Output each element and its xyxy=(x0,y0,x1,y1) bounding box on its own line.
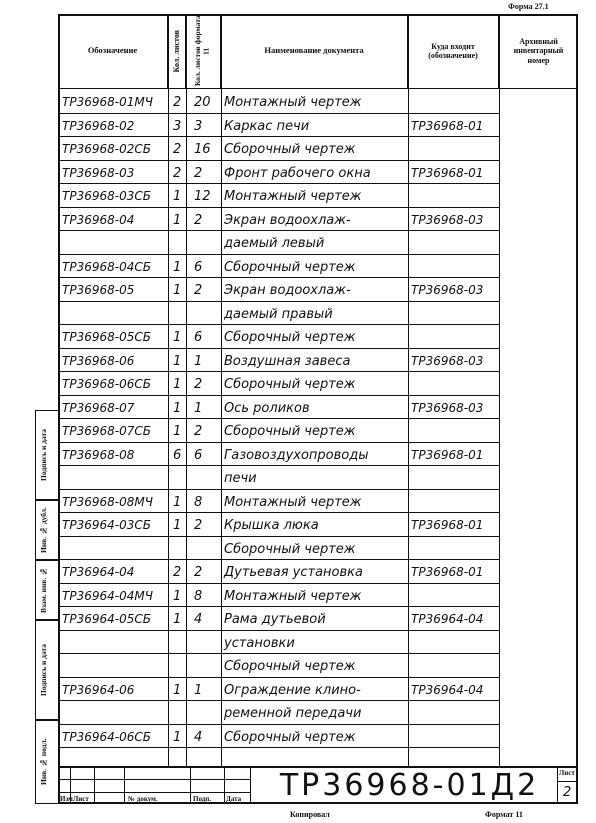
row-where-used: ТР36968-01 xyxy=(411,447,484,462)
row-format11-count: 1 xyxy=(194,400,203,416)
row-sheet-count: 1 xyxy=(173,212,182,228)
row-rule xyxy=(58,700,499,701)
row-rule xyxy=(58,324,499,325)
row-designation: ТР36968-01МЧ xyxy=(62,95,153,109)
row-document-name: Ось роликов xyxy=(224,400,310,416)
header-where: Куда входит (обозначение) xyxy=(408,14,499,88)
row-document-name: Дутьевая установка xyxy=(224,565,363,580)
row-designation: ТР36968-02 xyxy=(62,118,135,133)
row-format11-count: 2 xyxy=(194,518,203,533)
row-document-name: Сборочный чертеж xyxy=(224,142,356,157)
row-rule xyxy=(58,418,499,419)
row-sheet-count: 1 xyxy=(173,588,182,604)
row-designation: ТР36964-04 xyxy=(62,565,135,579)
row-sheet-count: 1 xyxy=(173,259,182,275)
row-document-name: даемый левый xyxy=(224,236,325,251)
document-code: ТР36968-01Д2 xyxy=(279,767,540,803)
row-designation: ТР36968-07 xyxy=(62,400,135,415)
row-format11-count: 4 xyxy=(194,729,203,745)
row-sheet-count: 2 xyxy=(173,95,182,110)
side-replace-inv: Взам. инв. № xyxy=(39,566,48,614)
row-rule xyxy=(58,536,499,537)
row-sheet-count: 1 xyxy=(173,400,182,416)
row-format11-count: 6 xyxy=(194,330,203,345)
header-sheets: Кол. листов xyxy=(168,14,186,88)
col-line-4 xyxy=(408,14,409,768)
header-designation: Обозначение xyxy=(58,14,168,88)
row-rule xyxy=(58,230,499,231)
row-rule xyxy=(58,348,499,349)
row-format11-count: 2 xyxy=(194,212,203,228)
row-document-name: Крышка люка xyxy=(224,518,319,533)
row-sheet-count: 6 xyxy=(173,447,182,463)
tb-podp: Подп. xyxy=(193,795,212,803)
row-sheet-count: 2 xyxy=(173,565,182,580)
row-rule xyxy=(58,465,499,466)
row-document-name: Газовоздухопроводы xyxy=(224,447,369,463)
side-inv-orig: Инв. № подл. xyxy=(39,738,48,786)
row-sheet-count: 2 xyxy=(173,142,182,157)
row-designation: ТР36964-04МЧ xyxy=(62,588,153,603)
row-document-name: Сборочный чертеж xyxy=(224,377,356,392)
row-rule xyxy=(58,395,499,396)
row-rule xyxy=(58,113,499,114)
row-document-name: Сборочный чертеж xyxy=(224,424,356,439)
row-document-name: печи xyxy=(224,471,257,486)
row-sheet-count: 1 xyxy=(173,330,182,345)
row-where-used: ТР36964-04 xyxy=(411,612,484,626)
row-document-name: Монтажный чертеж xyxy=(224,95,362,110)
row-document-name: Монтажный чертеж xyxy=(224,189,362,204)
row-document-name: Каркас печи xyxy=(224,118,310,134)
header-format11: Кол. листов формата 11 xyxy=(186,14,221,88)
row-where-used: ТР36968-01 xyxy=(411,118,484,133)
row-format11-count: 2 xyxy=(194,165,203,181)
row-sheet-count: 1 xyxy=(173,283,182,298)
row-sheet-count: 1 xyxy=(173,494,182,510)
row-rule xyxy=(58,653,499,654)
side-signature-date-1: Подпись и дата xyxy=(39,428,48,482)
row-rule xyxy=(58,630,499,631)
row-format11-count: 8 xyxy=(194,588,203,604)
row-designation: ТР36968-08 xyxy=(62,447,135,462)
row-where-used: ТР36968-03 xyxy=(411,212,484,227)
row-rule xyxy=(58,442,499,443)
row-sheet-count: 1 xyxy=(173,377,182,392)
row-document-name: установки xyxy=(224,635,295,651)
row-sheet-count: 1 xyxy=(173,729,182,745)
row-where-used: ТР36968-03 xyxy=(411,283,484,297)
row-rule xyxy=(58,559,499,560)
row-rule xyxy=(58,747,499,748)
tb-list: Лист xyxy=(73,795,89,803)
row-format11-count: 2 xyxy=(194,565,203,580)
row-where-used: ТР36968-03 xyxy=(411,400,484,415)
tb-data: Дата xyxy=(226,795,242,803)
tb-sheet-number: 2 xyxy=(563,785,572,800)
row-document-name: Экран водоохлаж- xyxy=(224,212,351,228)
row-designation: ТР36968-03 xyxy=(62,165,135,180)
col-line-3 xyxy=(221,14,222,768)
side-signature-date-2: Подпись и дата xyxy=(39,643,48,697)
row-format11-count: 6 xyxy=(194,259,203,275)
row-rule xyxy=(58,677,499,678)
col-line-5 xyxy=(499,14,500,768)
row-document-name: Воздушная завеса xyxy=(224,353,351,369)
row-rule xyxy=(58,301,499,302)
row-format11-count: 1 xyxy=(194,682,203,698)
row-rule xyxy=(58,277,499,278)
row-document-name: Сборочный чертеж xyxy=(224,659,356,674)
row-where-used: ТР36968-01 xyxy=(411,165,484,180)
row-format11-count: 12 xyxy=(194,189,211,204)
row-format11-count: 2 xyxy=(194,283,203,298)
row-designation: ТР36968-08МЧ xyxy=(62,494,153,509)
row-designation: ТР36968-03СБ xyxy=(62,189,151,203)
row-rule xyxy=(58,512,499,513)
row-where-used: ТР36968-03 xyxy=(411,353,484,368)
row-where-used: ТР36968-01 xyxy=(411,565,484,579)
row-sheet-count: 1 xyxy=(173,424,182,439)
row-rule xyxy=(58,371,499,372)
row-rule xyxy=(58,583,499,584)
row-format11-count: 20 xyxy=(194,95,211,110)
row-rule xyxy=(58,136,499,137)
tb-ndoc: № докум. xyxy=(128,795,158,803)
row-document-name: Сборочный чертеж xyxy=(224,259,356,275)
row-designation: ТР36968-07СБ xyxy=(62,424,151,438)
row-designation: ТР36968-06СБ xyxy=(62,377,151,391)
row-rule xyxy=(58,207,499,208)
row-rule xyxy=(58,489,499,490)
header-rule xyxy=(58,88,578,89)
row-document-name: Сборочный чертеж xyxy=(224,729,356,745)
side-inv-dupl: Инв. № дубл. xyxy=(39,507,48,553)
row-designation: ТР36968-02СБ xyxy=(62,142,151,156)
format-label: Формат 11 xyxy=(485,810,523,819)
row-rule xyxy=(58,254,499,255)
row-designation: ТР36964-03СБ xyxy=(62,518,151,532)
row-format11-count: 4 xyxy=(194,612,203,627)
row-format11-count: 3 xyxy=(194,118,203,134)
form-label: Форма 27.1 xyxy=(508,2,549,11)
row-rule xyxy=(58,606,499,607)
row-format11-count: 2 xyxy=(194,377,203,392)
copied-label: Копировал xyxy=(290,810,330,819)
row-sheet-count: 2 xyxy=(173,165,182,181)
row-format11-count: 6 xyxy=(194,447,203,463)
row-where-used: ТР36968-01 xyxy=(411,518,484,532)
header-doc-name: Наименование документа xyxy=(221,14,408,88)
row-designation: ТР36968-06 xyxy=(62,353,135,368)
col-line-2 xyxy=(186,14,187,768)
row-sheet-count: 1 xyxy=(173,353,182,369)
row-sheet-count: 1 xyxy=(173,682,182,698)
row-sheet-count: 1 xyxy=(173,189,182,204)
row-sheet-count: 3 xyxy=(173,118,182,134)
row-document-name: Ограждение клино- xyxy=(224,682,361,698)
row-rule xyxy=(58,160,499,161)
row-designation: ТР36968-05 xyxy=(62,283,135,297)
row-document-name: ременной передачи xyxy=(224,706,362,721)
row-document-name: Монтажный чертеж xyxy=(224,494,362,510)
row-designation: ТР36964-05СБ xyxy=(62,612,151,626)
row-designation: ТР36968-05СБ xyxy=(62,330,151,344)
row-document-name: Сборочный чертеж xyxy=(224,541,356,557)
col-line-1 xyxy=(168,14,169,768)
row-designation: ТР36964-06СБ xyxy=(62,729,151,744)
row-designation: ТР36968-04 xyxy=(62,212,135,227)
row-document-name: Монтажный чертеж xyxy=(224,588,362,604)
row-format11-count: 16 xyxy=(194,142,211,157)
row-document-name: Фронт рабочего окна xyxy=(224,165,371,181)
row-designation: ТР36968-04СБ xyxy=(62,259,151,274)
row-designation: ТР36964-06 xyxy=(62,682,135,697)
row-document-name: Сборочный чертеж xyxy=(224,330,356,345)
row-rule xyxy=(58,183,499,184)
row-format11-count: 2 xyxy=(194,424,203,439)
tb-izm: Изм xyxy=(60,795,73,803)
row-sheet-count: 1 xyxy=(173,518,182,533)
row-rule xyxy=(58,724,499,725)
row-document-name: Рама дутьевой xyxy=(224,612,326,627)
row-format11-count: 1 xyxy=(194,353,203,369)
row-format11-count: 8 xyxy=(194,494,203,510)
row-sheet-count: 1 xyxy=(173,612,182,627)
row-document-name: Экран водоохлаж- xyxy=(224,283,351,298)
header-archive: Архивный инвентарный номер xyxy=(513,37,564,65)
tb-sheet-label: Лист xyxy=(559,769,575,777)
row-where-used: ТР36964-04 xyxy=(411,682,484,697)
row-document-name: даемый правый xyxy=(224,306,333,322)
